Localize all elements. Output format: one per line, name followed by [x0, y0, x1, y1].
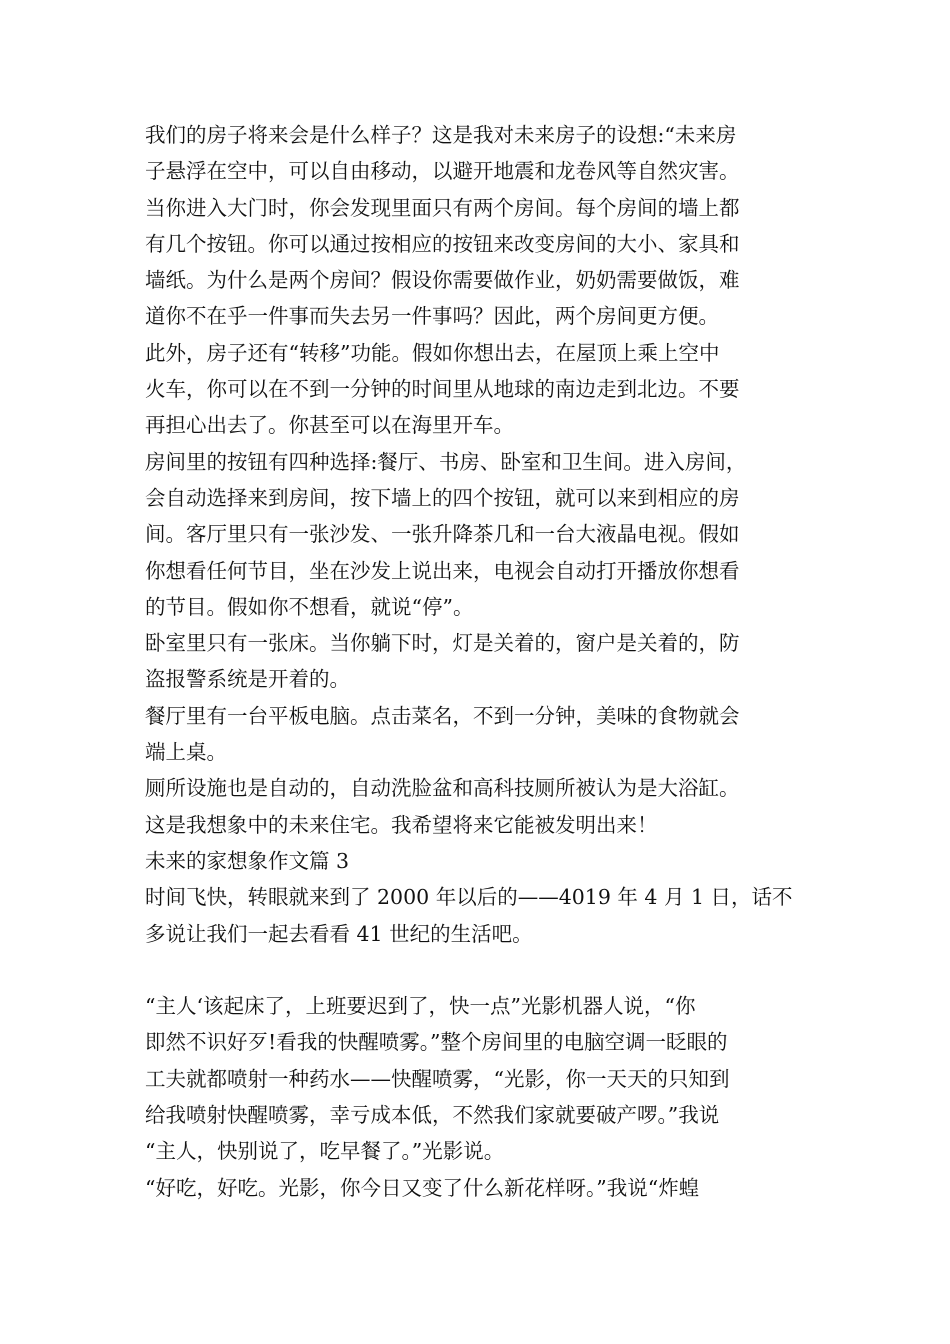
- text-line: 墙纸。为什么是两个房间？假设你需要做作业，奶奶需要做饭，难: [145, 268, 740, 293]
- text-line: 你想看任何节目，坐在沙发上说出来，电视会自动打开播放你想看: [145, 558, 740, 583]
- text-line: 给我喷射快醒喷雾，幸亏成本低，不然我们家就要破产啰。”我说: [145, 1103, 720, 1128]
- text-line: 房间里的按钮有四种选择:餐厅、书房、卧室和卫生间。进入房间，: [145, 449, 747, 474]
- text-line: 道你不在乎一件事而失去另一件事吗？因此，两个房间更方便。: [145, 304, 719, 329]
- text-line: 即然不识好歹!看我的快醒喷雾。”整个房间里的电脑空调一眨眼的: [145, 1030, 728, 1055]
- blank-line: [145, 952, 810, 988]
- text-line: 会自动选择来到房间，按下墙上的四个按钮，就可以来到相应的房: [145, 485, 740, 510]
- text-line: 多说让我们一起去看看 41 世纪的生活吧。: [145, 921, 533, 946]
- text-line: 间。客厅里只有一张沙发、一张升降茶几和一台大液晶电视。假如: [145, 522, 740, 547]
- text-line: 当你进入大门时，你会发现里面只有两个房间。每个房间的墙上都: [145, 195, 740, 220]
- text-line: 厕所设施也是自动的，自动洗脸盆和高科技厕所被认为是大浴缸。: [145, 776, 740, 801]
- text-line: 工夫就都喷射一种药水——快醒喷雾，“光影，你一天天的只知到: [145, 1066, 730, 1091]
- text-line: 再担心出去了。你甚至可以在海里开车。: [145, 413, 514, 438]
- text-line: 端上桌。: [145, 740, 227, 765]
- text-line: 的节目。假如你不想看，就说“停”。: [145, 594, 474, 619]
- text-line: 子悬浮在空中，可以自由移动，以避开地震和龙卷风等自然灾害。: [145, 159, 740, 184]
- text-line: 餐厅里有一台平板电脑。点击菜名，不到一分钟，美味的食物就会: [145, 703, 740, 728]
- text-line: 我们的房子将来会是什么样子？这是我对未来房子的设想:“未来房: [145, 123, 737, 147]
- text-line: 有几个按钮。你可以通过按相应的按钮来改变房间的大小、家具和: [145, 231, 740, 256]
- text-line: 此外，房子还有“转移”功能。假如你想出去，在屋顶上乘上空中: [145, 340, 720, 365]
- section-heading: 未来的家想象作文篇 3: [145, 848, 350, 873]
- text-line: 卧室里只有一张床。当你躺下时，灯是关着的，窗户是关着的，防: [145, 631, 740, 656]
- text-line: “主人‘该起床了，上班要迟到了，快一点”光影机器人说，“你: [145, 994, 696, 1019]
- text-line: “好吃，好吃。光影，你今日又变了什么新花样呀。”我说“炸蝗: [145, 1175, 700, 1200]
- text-line: 时间飞快，转眼就来到了 2000 年以后的——4019 年 4 月 1 日，话不: [145, 885, 793, 910]
- document-body: [145, 117, 810, 1206]
- text-line: 这是我想象中的未来住宅。我希望将来它能被发明出来！: [145, 812, 658, 837]
- text-line: 盗报警系统是开着的。: [145, 667, 350, 692]
- text-line: 火车，你可以在不到一分钟的时间里从地球的南边走到北边。不要: [145, 377, 740, 402]
- text-line: “主人，快别说了，吃早餐了。”光影说。: [145, 1139, 505, 1164]
